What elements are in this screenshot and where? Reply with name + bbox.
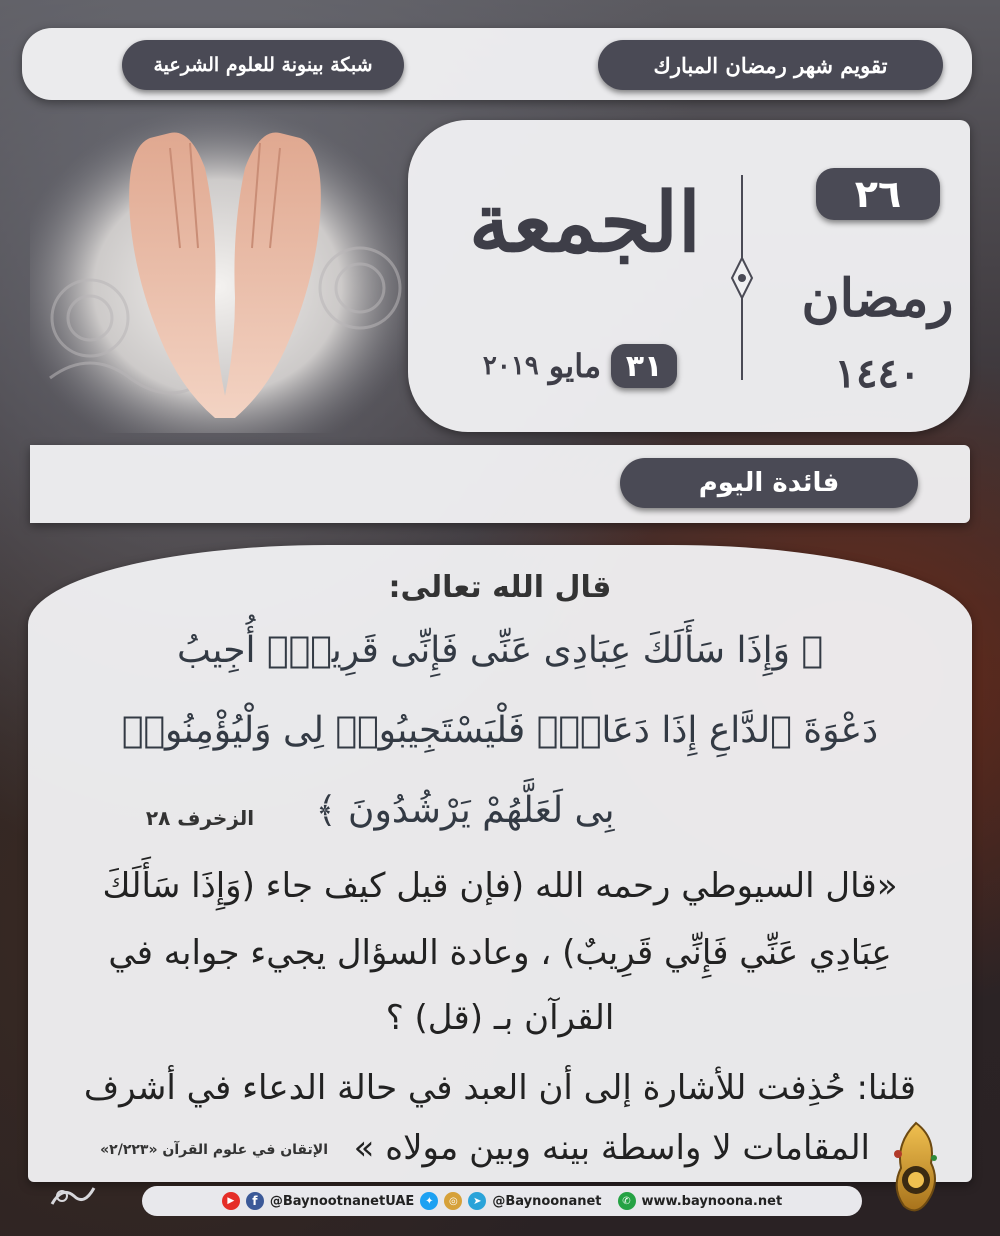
- calendar-title: تقويم شهر رمضان المبارك: [653, 52, 888, 78]
- network-name: شبكة بينونة للعلوم الشرعية: [153, 54, 373, 76]
- verse-line-1: ﴿ وَإِذَا سَأَلَكَ عِبَادِى عَنِّى فَإِنِّى قَرِيبٌۖ أُجِيبُ: [176, 630, 823, 671]
- twitter-icon[interactable]: ✦: [420, 1192, 438, 1210]
- greg-day: ٣١: [625, 348, 663, 384]
- weekday: الجمعة: [469, 175, 701, 271]
- baynoona-logo: [886, 1118, 946, 1218]
- gregorian-date: [445, 340, 715, 392]
- commentary-line-2: عِبَادِي عَنِّي فَإِنِّي قَرِيبٌ) ، وعادة السؤال يجيء جوابه في: [108, 933, 892, 973]
- facebook-icon[interactable]: f: [246, 1192, 264, 1210]
- telegram-icon[interactable]: ➤: [468, 1192, 486, 1210]
- answer-line-1: قلنا: حُذِفت للأشارة إلى أن العبد في حالة الدعاء في أشرف: [83, 1068, 917, 1108]
- commentary-line-3: القرآن بـ (قل) ؟: [385, 998, 615, 1038]
- greg-year: ٢٠١٩: [482, 351, 539, 381]
- whatsapp-icon[interactable]: ✆: [618, 1192, 636, 1210]
- instagram-icon[interactable]: ◎: [444, 1192, 462, 1210]
- greg-day-pill: [611, 344, 677, 388]
- footer-bar: [142, 1186, 862, 1216]
- content-intro: قال الله تعالى:: [388, 570, 612, 605]
- youtube-icon[interactable]: ▶: [222, 1192, 240, 1210]
- handle-secondary[interactable]: @Baynoonanet: [492, 1193, 602, 1209]
- handle-primary[interactable]: @BaynootnanetUAE: [269, 1193, 415, 1209]
- greg-month: مايو: [548, 347, 602, 385]
- verse-line-3: بِى لَعَلَّهُمْ يَرْشُدُونَ ﴾: [315, 790, 615, 831]
- hijri-year: ١٤٤٠: [834, 350, 921, 397]
- verse-reference: الزخرف ٢٨: [145, 806, 255, 830]
- source-citation: الإتقان في علوم القرآن «٢/٢٢٣»: [100, 1142, 328, 1158]
- praying-hands-image: [30, 108, 405, 433]
- network-name-pill: [122, 40, 404, 90]
- hijri-day: ٢٦: [854, 172, 902, 216]
- divider-ornament-icon: [730, 258, 754, 298]
- section-title-pill: [620, 458, 918, 508]
- commentary-line-1: «قال السيوطي رحمه الله (فإن قيل كيف جاء (وَإِذَا سَأَلَكَ: [102, 866, 898, 906]
- answer-line-2: المقامات لا واسطة بينه وبين مولاه »: [353, 1128, 870, 1168]
- section-title: فائدة اليوم: [698, 468, 840, 498]
- verse-line-2: دَعْوَةَ ٱلدَّاعِ إِذَا دَعَانِۖ فَلْيَسْتَجِيبُوا۟ لِى وَلْيُؤْمِنُوا۟: [121, 710, 879, 751]
- hijri-day-pill: [816, 168, 940, 220]
- footer-ornament-icon: [48, 1180, 98, 1210]
- website-link[interactable]: www.baynoona.net: [641, 1193, 783, 1209]
- calendar-title-pill: [598, 40, 943, 90]
- hijri-month: رمضان: [801, 268, 954, 329]
